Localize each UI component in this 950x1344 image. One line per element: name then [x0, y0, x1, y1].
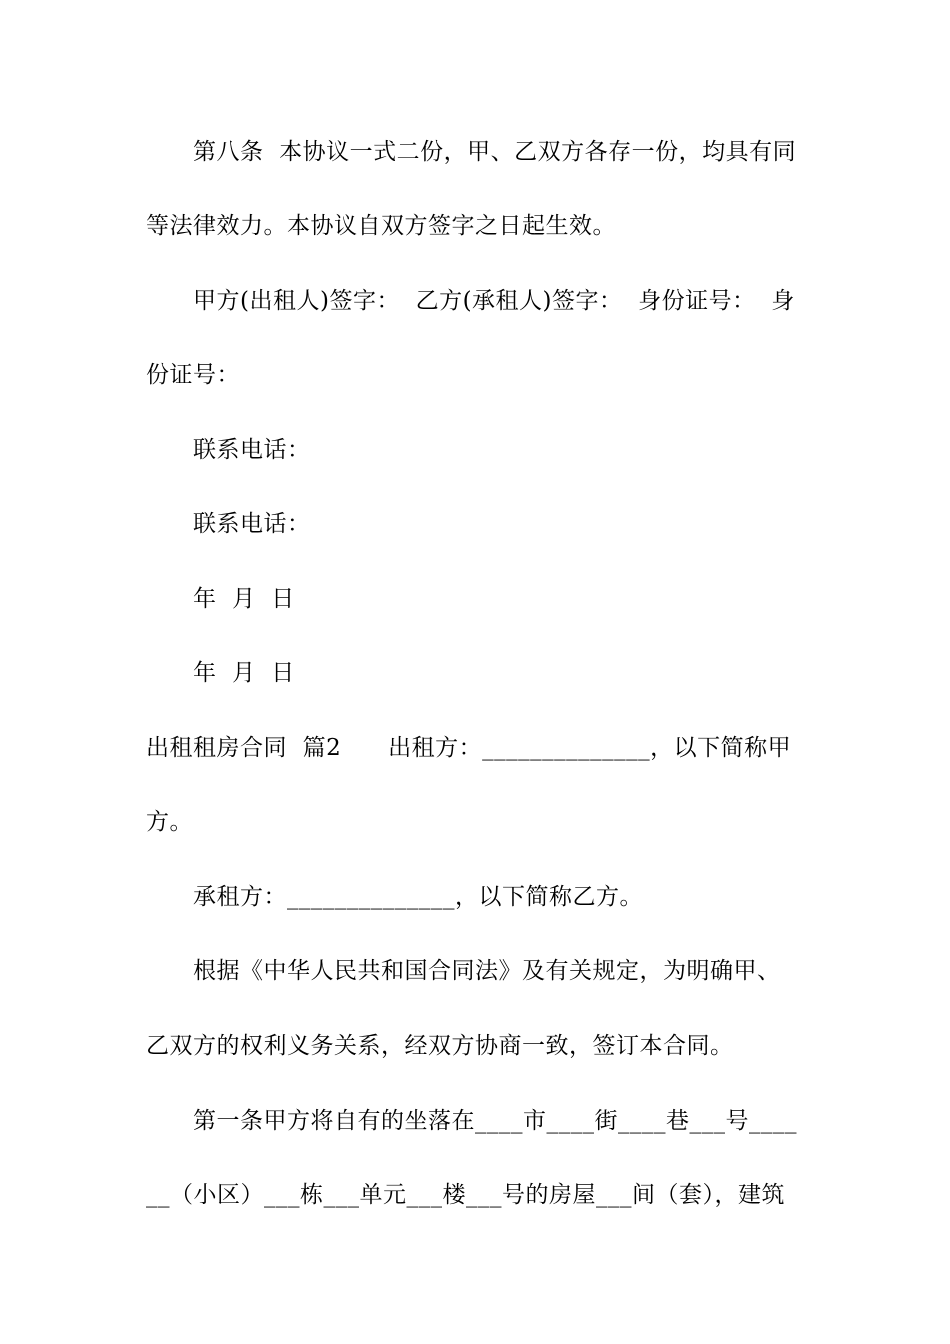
signature-line: 份证号： [146, 362, 240, 388]
paragraph-line: 根据《中华人民共和国合同法》及有关规定，为明确甲、 [193, 958, 781, 984]
contact-phone-line: 联系电话： [193, 437, 311, 463]
paragraph-line: 乙双方的权利义务关系，经双方协商一致，签订本合同。 [146, 1033, 734, 1059]
paragraph-line: 等法律效力。本协议自双方签字之日起生效。 [146, 213, 616, 239]
section-heading-line: 出租租房合同 篇2 出租方：______________，以下简称甲 [146, 735, 792, 761]
date-line: 年 月 日 [193, 660, 295, 686]
paragraph-line: 第八条 本协议一式二份，甲、乙双方各存一份，均具有同 [193, 139, 797, 165]
paragraph-line: __（小区）___栋___单元___楼___号的房屋___间（套），建筑 [146, 1182, 785, 1208]
paragraph-line: 第一条甲方将自有的坐落在____市____街____巷___号____ [193, 1108, 797, 1134]
signature-line: 甲方(出租人)签字： 乙方(承租人)签字： 身份证号： 身 [193, 288, 795, 314]
paragraph-line: 方。 [146, 809, 193, 835]
paragraph-line: 承租方：______________，以下简称乙方。 [193, 884, 643, 910]
contact-phone-line: 联系电话： [193, 511, 311, 537]
date-line: 年 月 日 [193, 586, 295, 612]
